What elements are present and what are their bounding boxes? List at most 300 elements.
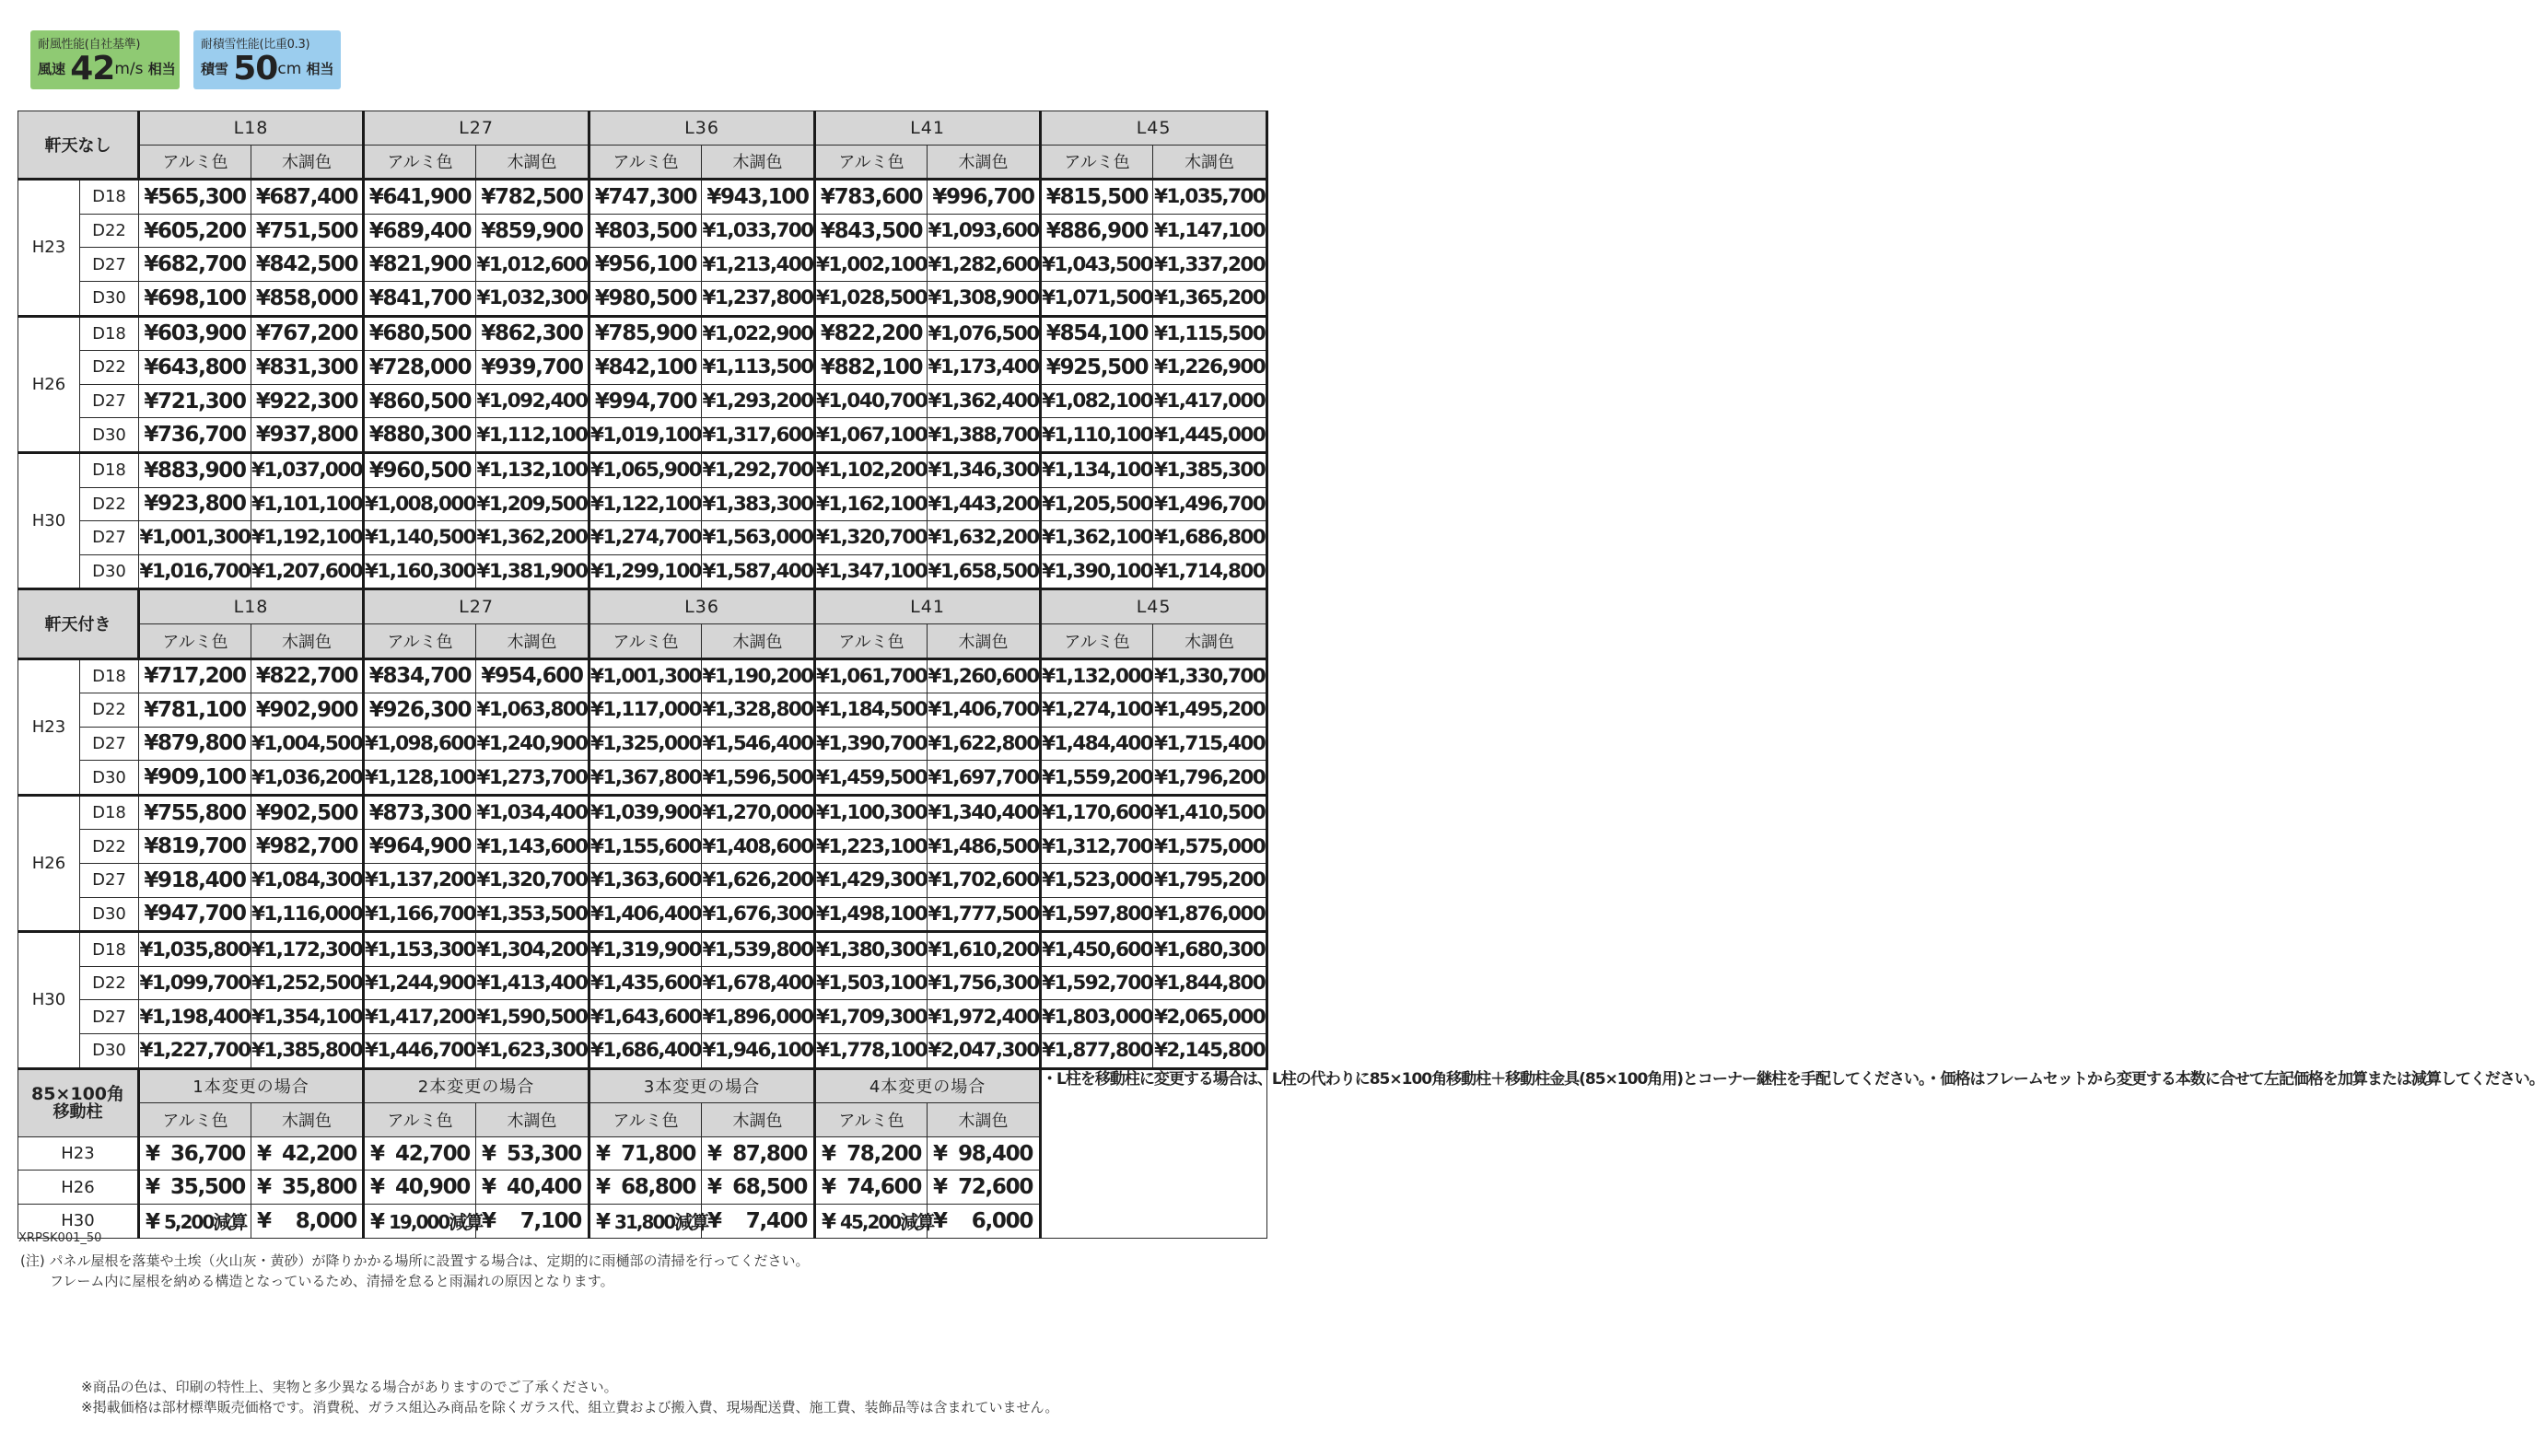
price-cell: ¥1,778,100 (815, 1034, 928, 1069)
price-cell: ¥1,209,500 (476, 487, 589, 521)
wind-badge-prefix: 風速 (38, 61, 66, 77)
price-cell: ¥1,803,000 (1041, 1000, 1153, 1034)
price-cell: ¥1,004,500 (251, 727, 364, 761)
post-group-header: 2本変更の場合 (364, 1068, 589, 1103)
price-cell: ¥1,715,400 (1153, 727, 1267, 761)
yen-sign: ¥ (822, 1210, 835, 1235)
price-cell: ¥1,032,300 (476, 281, 589, 316)
price-cell: ¥1,347,100 (815, 554, 928, 589)
post-price-value: 5,200減算 (164, 1211, 247, 1234)
price-cell: ¥1,362,400 (928, 384, 1041, 418)
price-cell: ¥1,390,100 (1041, 554, 1153, 589)
post-price-value: 68,800 (621, 1175, 696, 1200)
price-cell: ¥1,972,400 (928, 1000, 1041, 1034)
price-cell: ¥1,292,700 (702, 452, 815, 487)
price-cell: ¥880,300 (364, 418, 476, 453)
length-header-row (18, 111, 1267, 146)
price-cell: ¥1,495,200 (1153, 693, 1267, 728)
price-cell: ¥1,213,400 (702, 248, 815, 282)
price-cell: ¥831,300 (251, 351, 364, 385)
post-price-cell (139, 1136, 251, 1171)
price-cell: ¥603,900 (139, 316, 251, 351)
post-height-label: H26 (18, 1171, 139, 1205)
post-price-value: 71,800 (621, 1141, 696, 1166)
table-row (18, 1034, 1267, 1069)
yen-sign: ¥ (146, 1210, 159, 1235)
color-header: 木調色 (1153, 145, 1267, 180)
post-price-cell (139, 1171, 251, 1205)
price-cell: ¥1,362,200 (476, 521, 589, 555)
price-cell: ¥943,100 (702, 180, 815, 215)
price-cell: ¥605,200 (139, 214, 251, 248)
price-cell: ¥1,299,100 (589, 554, 702, 589)
yen-sign: ¥ (707, 1141, 721, 1166)
price-cell: ¥1,190,200 (702, 658, 815, 693)
table-row (18, 351, 1267, 385)
table-row (18, 897, 1267, 932)
post-header-row (18, 1068, 1267, 1103)
price-cell: ¥902,500 (251, 795, 364, 830)
post-price-value: 40,900 (395, 1175, 471, 1200)
color-header: 木調色 (476, 1103, 589, 1137)
price-cell: ¥1,406,400 (589, 897, 702, 932)
depth-label: D18 (80, 658, 139, 693)
post-price-value: 72,600 (958, 1175, 1033, 1200)
price-cell: ¥1,385,300 (1153, 452, 1267, 487)
depth-label: D27 (80, 521, 139, 555)
price-cell: ¥1,170,600 (1041, 795, 1153, 830)
depth-label: D30 (80, 1034, 139, 1069)
color-header-row (18, 145, 1267, 180)
post-price-value: 19,000減算 (389, 1211, 483, 1234)
price-cell: ¥886,900 (1041, 214, 1153, 248)
price-cell: ¥682,700 (139, 248, 251, 282)
snow-badge-prefix: 積雪 (201, 61, 229, 77)
price-cell: ¥822,700 (251, 658, 364, 693)
depth-label: D27 (80, 864, 139, 898)
color-header: アルミ色 (364, 1103, 476, 1137)
price-cell: ¥1,592,700 (1041, 966, 1153, 1000)
color-header: アルミ色 (364, 623, 476, 658)
price-cell: ¥1,714,800 (1153, 554, 1267, 589)
caution-line-1: (注) パネル屋根を落葉や土埃（火山灰・黄砂）が降りかかる場所に設置する場合は、定期的に雨樋部の清掃を行ってください。 (20, 1252, 810, 1269)
yen-sign: ¥ (707, 1208, 721, 1233)
price-cell: ¥1,067,100 (815, 418, 928, 453)
price-cell: ¥1,417,200 (364, 1000, 476, 1034)
price-cell: ¥1,033,700 (702, 214, 815, 248)
height-label: H26 (18, 795, 80, 931)
price-cell: ¥862,300 (476, 316, 589, 351)
price-cell: ¥1,429,300 (815, 864, 928, 898)
post-price-value: 6,000 (971, 1208, 1033, 1233)
price-cell: ¥1,325,000 (589, 727, 702, 761)
depth-label: D22 (80, 830, 139, 864)
post-title-line-1: 85×100角 (30, 1083, 125, 1104)
price-cell: ¥1,587,400 (702, 554, 815, 589)
table-row (18, 693, 1267, 728)
price-cell: ¥698,100 (139, 281, 251, 316)
price-cell: ¥954,600 (476, 658, 589, 693)
price-cell: ¥1,274,100 (1041, 693, 1153, 728)
price-cell: ¥2,145,800 (1153, 1034, 1267, 1069)
post-price-cell (589, 1205, 708, 1239)
depth-label: D30 (80, 281, 139, 316)
price-cell: ¥1,312,700 (1041, 830, 1153, 864)
price-cell: ¥1,244,900 (364, 966, 476, 1000)
price-cell: ¥1,678,400 (702, 966, 815, 1000)
post-group-header: 3本変更の場合 (589, 1068, 815, 1103)
price-cell: ¥960,500 (364, 452, 476, 487)
length-header: L41 (815, 589, 1041, 624)
price-cell: ¥1,122,100 (589, 487, 702, 521)
post-price-value: 36,700 (170, 1141, 245, 1166)
price-cell: ¥1,207,600 (251, 554, 364, 589)
price-cell: ¥1,796,200 (1153, 761, 1267, 796)
color-header: 木調色 (476, 623, 589, 658)
price-cell: ¥721,300 (139, 384, 251, 418)
section-title: 軒天なし (18, 111, 139, 180)
price-cell: ¥1,450,600 (1041, 932, 1153, 967)
price-cell: ¥939,700 (476, 351, 589, 385)
price-cell: ¥1,686,800 (1153, 521, 1267, 555)
post-price-cell (815, 1136, 928, 1171)
price-cell: ¥1,100,300 (815, 795, 928, 830)
price-cell: ¥1,137,200 (364, 864, 476, 898)
price-cell: ¥1,622,800 (928, 727, 1041, 761)
color-header: 木調色 (251, 145, 364, 180)
post-price-value: 7,100 (519, 1208, 582, 1233)
price-cell: ¥956,100 (589, 248, 702, 282)
price-cell: ¥1,132,000 (1041, 658, 1153, 693)
post-price-value: 98,400 (958, 1141, 1033, 1166)
post-price-cell (476, 1136, 589, 1171)
price-cell: ¥1,319,900 (589, 932, 702, 967)
price-cell: ¥747,300 (589, 180, 702, 215)
price-cell: ¥1,304,200 (476, 932, 589, 967)
color-header: アルミ色 (364, 145, 476, 180)
post-height-label: H30 (18, 1205, 139, 1239)
price-cell: ¥1,001,300 (139, 521, 251, 555)
price-cell: ¥923,800 (139, 487, 251, 521)
post-price-cell (364, 1205, 483, 1239)
price-cell: ¥1,198,400 (139, 1000, 251, 1034)
yen-sign: ¥ (257, 1208, 271, 1233)
price-cell: ¥1,039,900 (589, 795, 702, 830)
table-row (18, 281, 1267, 316)
price-cell: ¥1,380,300 (815, 932, 928, 967)
price-cell: ¥1,102,200 (815, 452, 928, 487)
snow-badge-unit: cm (277, 60, 302, 78)
price-cell: ¥873,300 (364, 795, 476, 830)
post-price-cell (251, 1136, 364, 1171)
yen-sign: ¥ (822, 1175, 835, 1200)
price-cell: ¥1,260,600 (928, 658, 1041, 693)
color-header: 木調色 (702, 1103, 815, 1137)
post-price-cell (702, 1205, 815, 1239)
post-price-cell (815, 1171, 928, 1205)
post-price-value: 74,600 (846, 1175, 922, 1200)
post-price-value: 42,200 (282, 1141, 356, 1166)
price-cell: ¥1,099,700 (139, 966, 251, 1000)
price-cell: ¥1,034,400 (476, 795, 589, 830)
price-cell: ¥1,113,500 (702, 351, 815, 385)
price-cell: ¥1,363,600 (589, 864, 702, 898)
length-header-row (18, 589, 1267, 624)
price-cell: ¥1,237,800 (702, 281, 815, 316)
price-cell: ¥1,777,500 (928, 897, 1041, 932)
depth-label: D22 (80, 966, 139, 1000)
price-cell: ¥1,446,700 (364, 1034, 476, 1069)
depth-label: D27 (80, 1000, 139, 1034)
price-cell: ¥1,390,700 (815, 727, 928, 761)
price-cell: ¥1,320,700 (476, 864, 589, 898)
depth-label: D27 (80, 384, 139, 418)
price-cell: ¥1,132,100 (476, 452, 589, 487)
price-cell: ¥1,658,500 (928, 554, 1041, 589)
price-cell: ¥996,700 (928, 180, 1041, 215)
length-header: L41 (815, 111, 1041, 146)
price-cell: ¥803,500 (589, 214, 702, 248)
price-cell: ¥982,700 (251, 830, 364, 864)
price-cell: ¥821,900 (364, 248, 476, 282)
price-cell: ¥859,900 (476, 214, 589, 248)
yen-sign: ¥ (257, 1175, 271, 1200)
price-cell: ¥1,546,400 (702, 727, 815, 761)
price-cell: ¥1,128,100 (364, 761, 476, 796)
price-cell: ¥1,317,600 (702, 418, 815, 453)
price-cell: ¥1,172,300 (251, 932, 364, 967)
price-cell: ¥736,700 (139, 418, 251, 453)
price-cell: ¥860,500 (364, 384, 476, 418)
price-cell: ¥1,563,000 (702, 521, 815, 555)
price-cell: ¥1,445,000 (1153, 418, 1267, 453)
price-cell: ¥1,147,100 (1153, 214, 1267, 248)
price-cell: ¥728,000 (364, 351, 476, 385)
price-cell: ¥781,100 (139, 693, 251, 728)
price-cell: ¥819,700 (139, 830, 251, 864)
price-cell: ¥643,800 (139, 351, 251, 385)
post-price-cell (476, 1171, 589, 1205)
price-cell: ¥1,610,200 (928, 932, 1041, 967)
color-header: アルミ色 (1041, 145, 1153, 180)
depth-label: D18 (80, 795, 139, 830)
price-cell: ¥1,008,000 (364, 487, 476, 521)
footer-line-2: ※掲載価格は部材標準販売価格です。消費税、ガラス組込み商品を除くガラス代、組立費および搬入費、現場配送費、施工費、装飾品等は含まれていません。 (81, 1399, 1059, 1415)
color-header: 木調色 (928, 623, 1041, 658)
price-cell: ¥1,676,300 (702, 897, 815, 932)
price-cell: ¥1,385,800 (251, 1034, 364, 1069)
yen-sign: ¥ (370, 1141, 384, 1166)
price-cell: ¥1,680,300 (1153, 932, 1267, 967)
price-cell: ¥1,101,100 (251, 487, 364, 521)
post-group-header: 1本変更の場合 (139, 1068, 364, 1103)
table-row (18, 180, 1267, 215)
post-price-cell (702, 1136, 815, 1171)
post-height-label: H23 (18, 1136, 139, 1171)
price-cell: ¥834,700 (364, 658, 476, 693)
price-cell: ¥1,043,500 (1041, 248, 1153, 282)
price-cell: ¥1,626,200 (702, 864, 815, 898)
price-cell: ¥1,413,400 (476, 966, 589, 1000)
price-cell: ¥755,800 (139, 795, 251, 830)
post-price-value: 68,500 (732, 1175, 808, 1200)
price-cell: ¥1,001,300 (589, 658, 702, 693)
price-cell: ¥1,076,500 (928, 316, 1041, 351)
yen-sign: ¥ (370, 1210, 384, 1235)
color-header: 木調色 (702, 145, 815, 180)
price-cell: ¥1,098,600 (364, 727, 476, 761)
color-header: アルミ色 (589, 1103, 702, 1137)
price-cell: ¥1,117,000 (589, 693, 702, 728)
footer-notes (81, 1377, 1058, 1417)
price-cell: ¥751,500 (251, 214, 364, 248)
price-cell: ¥1,496,700 (1153, 487, 1267, 521)
footer-line-1: ※商品の色は、印刷の特性上、実物と多少異なる場合がありますのでご了承ください。 (81, 1379, 618, 1395)
price-cell: ¥1,012,600 (476, 248, 589, 282)
price-cell: ¥842,500 (251, 248, 364, 282)
price-cell: ¥785,900 (589, 316, 702, 351)
price-cell: ¥1,115,500 (1153, 316, 1267, 351)
table-row (18, 932, 1267, 967)
wind-badge-value: 42 (70, 50, 115, 87)
table-row (18, 316, 1267, 351)
price-cell: ¥1,293,200 (702, 384, 815, 418)
price-cell: ¥1,756,300 (928, 966, 1041, 1000)
color-header: 木調色 (1153, 623, 1267, 658)
yen-sign: ¥ (146, 1175, 159, 1200)
height-label: H30 (18, 932, 80, 1068)
price-cell: ¥641,900 (364, 180, 476, 215)
price-cell: ¥1,035,700 (1153, 180, 1267, 215)
post-price-cell (928, 1171, 1041, 1205)
depth-label: D18 (80, 316, 139, 351)
color-header: アルミ色 (815, 623, 928, 658)
price-cell: ¥1,844,800 (1153, 966, 1267, 1000)
post-price-value: 53,300 (507, 1141, 582, 1166)
price-cell: ¥1,155,600 (589, 830, 702, 864)
wind-badge-title: 耐風性能(自社基準) (38, 38, 141, 52)
color-header: 木調色 (928, 1103, 1041, 1137)
price-cell: ¥1,166,700 (364, 897, 476, 932)
table-row (18, 452, 1267, 487)
price-cell: ¥882,100 (815, 351, 928, 385)
price-cell: ¥1,643,600 (589, 1000, 702, 1034)
price-cell: ¥1,019,100 (589, 418, 702, 453)
yen-sign: ¥ (822, 1141, 835, 1166)
color-header: アルミ色 (589, 145, 702, 180)
color-header: アルミ色 (589, 623, 702, 658)
color-header: アルミ色 (139, 623, 251, 658)
product-code: XRPSK001_50 (18, 1231, 102, 1245)
table-row (18, 214, 1267, 248)
post-price-cell (589, 1171, 702, 1205)
yen-sign: ¥ (596, 1141, 610, 1166)
yen-sign: ¥ (933, 1175, 947, 1200)
price-cell: ¥1,084,300 (251, 864, 364, 898)
price-cell: ¥1,383,300 (702, 487, 815, 521)
price-cell: ¥1,134,100 (1041, 452, 1153, 487)
post-price-value: 87,800 (732, 1141, 808, 1166)
color-header: アルミ色 (815, 1103, 928, 1137)
depth-label: D22 (80, 487, 139, 521)
price-cell: ¥1,503,100 (815, 966, 928, 1000)
price-cell: ¥1,092,400 (476, 384, 589, 418)
table-row (18, 521, 1267, 555)
post-price-cell (589, 1136, 702, 1171)
price-cell: ¥680,500 (364, 316, 476, 351)
yen-sign: ¥ (482, 1141, 496, 1166)
depth-label: D22 (80, 214, 139, 248)
price-cell: ¥1,016,700 (139, 554, 251, 589)
price-cell: ¥922,300 (251, 384, 364, 418)
price-cell: ¥1,227,700 (139, 1034, 251, 1069)
price-cell: ¥879,800 (139, 727, 251, 761)
post-price-cell (928, 1205, 1041, 1239)
price-cell: ¥1,686,400 (589, 1034, 702, 1069)
color-header: アルミ色 (139, 1103, 251, 1137)
price-cell: ¥1,702,600 (928, 864, 1041, 898)
color-header: 木調色 (702, 623, 815, 658)
post-price-value: 8,000 (295, 1208, 356, 1233)
post-price-cell (251, 1205, 364, 1239)
depth-label: D30 (80, 761, 139, 796)
price-cell: ¥858,000 (251, 281, 364, 316)
price-cell: ¥1,876,000 (1153, 897, 1267, 932)
height-label: H23 (18, 180, 80, 316)
price-cell: ¥1,443,200 (928, 487, 1041, 521)
price-cell: ¥925,500 (1041, 351, 1153, 385)
price-cell: ¥1,523,000 (1041, 864, 1153, 898)
price-cell: ¥1,575,000 (1153, 830, 1267, 864)
price-cell: ¥1,140,500 (364, 521, 476, 555)
yen-sign: ¥ (707, 1175, 721, 1200)
price-cell: ¥841,700 (364, 281, 476, 316)
price-cell: ¥1,408,600 (702, 830, 815, 864)
yen-sign: ¥ (596, 1175, 610, 1200)
price-cell: ¥1,274,700 (589, 521, 702, 555)
table-row (18, 795, 1267, 830)
price-cell: ¥1,597,800 (1041, 897, 1153, 932)
price-cell: ¥843,500 (815, 214, 928, 248)
caution-line-2: フレーム内に屋根を納める構造となっているため、清掃を怠ると雨漏れの原因となります。 (50, 1273, 614, 1289)
post-price-value: 45,200減算 (840, 1211, 934, 1234)
depth-label: D30 (80, 897, 139, 932)
post-price-cell (815, 1205, 934, 1239)
price-cell: ¥1,328,800 (702, 693, 815, 728)
yen-sign: ¥ (146, 1141, 159, 1166)
snow-badge-title: 耐積雪性能(比重0.3) (201, 38, 310, 52)
price-cell: ¥1,896,000 (702, 1000, 815, 1034)
yen-sign: ¥ (596, 1210, 610, 1235)
price-cell: ¥1,340,400 (928, 795, 1041, 830)
price-cell: ¥1,367,800 (589, 761, 702, 796)
price-cell: ¥1,173,400 (928, 351, 1041, 385)
depth-label: D27 (80, 727, 139, 761)
yen-sign: ¥ (482, 1208, 496, 1233)
depth-label: D22 (80, 351, 139, 385)
price-cell: ¥842,100 (589, 351, 702, 385)
price-cell: ¥1,063,800 (476, 693, 589, 728)
price-cell: ¥1,035,800 (139, 932, 251, 967)
price-cell: ¥1,037,000 (251, 452, 364, 487)
price-cell: ¥1,877,800 (1041, 1034, 1153, 1069)
price-cell: ¥1,623,300 (476, 1034, 589, 1069)
price-cell: ¥1,226,900 (1153, 351, 1267, 385)
price-cell: ¥918,400 (139, 864, 251, 898)
price-cell: ¥1,040,700 (815, 384, 928, 418)
price-cell: ¥1,153,300 (364, 932, 476, 967)
price-cell: ¥717,200 (139, 658, 251, 693)
